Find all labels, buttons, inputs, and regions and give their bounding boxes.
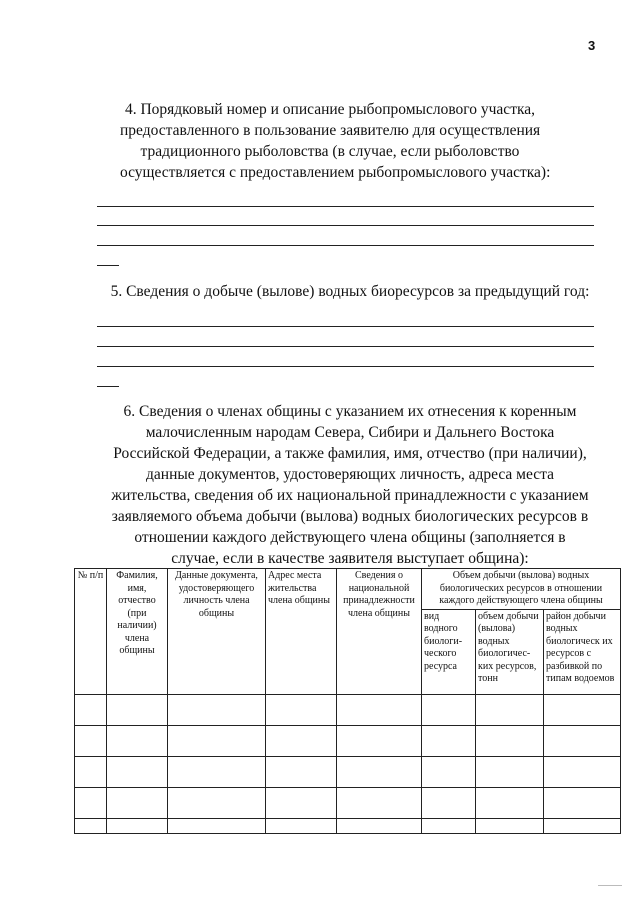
- table-row: [75, 694, 621, 725]
- table-cell[interactable]: [168, 756, 266, 787]
- section-4-line: традиционного рыболовства (в случае, если рыболовство: [140, 143, 520, 160]
- table-cell[interactable]: [168, 787, 266, 818]
- fill-line[interactable]: [97, 225, 594, 226]
- table-cell[interactable]: [168, 818, 266, 833]
- table-cell[interactable]: [107, 694, 168, 725]
- table-cell[interactable]: [337, 725, 422, 756]
- scan-mark: [598, 885, 622, 886]
- table-cell[interactable]: [337, 818, 422, 833]
- fill-line[interactable]: [97, 206, 594, 207]
- section-4-heading: [120, 99, 551, 183]
- table-cell[interactable]: [75, 694, 107, 725]
- table-cell[interactable]: [266, 725, 337, 756]
- table-cell[interactable]: [75, 787, 107, 818]
- table-cell[interactable]: [476, 756, 544, 787]
- table-cell[interactable]: [422, 725, 476, 756]
- table-cell[interactable]: [168, 694, 266, 725]
- table-cell[interactable]: [107, 787, 168, 818]
- table-cell[interactable]: [75, 818, 107, 833]
- table-cell[interactable]: [337, 756, 422, 787]
- table-cell[interactable]: [544, 694, 621, 725]
- table-row: [75, 787, 621, 818]
- fill-line[interactable]: [97, 386, 119, 387]
- table-cell[interactable]: [266, 694, 337, 725]
- fill-line[interactable]: [97, 326, 594, 327]
- table-cell[interactable]: [266, 818, 337, 833]
- header-full-name: Фамилия, имя, отчество (при наличии) члена общины: [107, 569, 168, 695]
- table-cell[interactable]: [476, 818, 544, 833]
- header-catch-volume-group: Объем добычи (вылова) водных биологических ресурсов в отношении каждого действующего члена общины: [422, 569, 621, 610]
- header-species: вид водного биологи- ческого ресурса: [422, 609, 476, 694]
- table-cell[interactable]: [476, 725, 544, 756]
- header-identity-document: Данные документа, удостоверяющего личность члена общины: [168, 569, 266, 695]
- section-6-line: Российской Федерации, а также фамилия, имя, отчество (при наличии),: [113, 445, 587, 462]
- members-table: [74, 568, 621, 834]
- table-cell[interactable]: [476, 787, 544, 818]
- section-4-line: предоставленного в пользование заявителю для осуществления: [120, 122, 541, 139]
- table-cell[interactable]: [544, 818, 621, 833]
- fill-line[interactable]: [97, 265, 119, 266]
- section-6-line: данные документов, удостоверяющих личность, адреса места: [146, 466, 554, 483]
- table-row: [75, 725, 621, 756]
- fill-line[interactable]: [97, 245, 594, 246]
- section-6-line: малочисленным народам Севера, Сибири и Дальнего Востока: [145, 424, 555, 441]
- table-cell[interactable]: [422, 756, 476, 787]
- table-cell[interactable]: [107, 818, 168, 833]
- section-5-line: 5. Сведения о добыче (вылове) водных биоресурсов за предыдущий год:: [110, 283, 590, 300]
- table-cell[interactable]: [544, 756, 621, 787]
- header-number: № п/п: [75, 569, 107, 695]
- section-6-line: 6. Сведения о членах общины с указанием их отнесения к коренным: [123, 403, 577, 420]
- table-cell[interactable]: [422, 694, 476, 725]
- section-6-line: случае, если в качестве заявителя выступает община):: [171, 550, 529, 567]
- section-6-line: заявляемого объема добычи (вылова) водных биологических ресурсов в: [111, 508, 589, 525]
- section-4-line: 4. Порядковый номер и описание рыбопромыслового участка,: [124, 101, 536, 118]
- table-cell[interactable]: [544, 725, 621, 756]
- header-catch-area: район добычи водных биологическ их ресурсов с разбивкой по типам водоемов: [544, 609, 621, 694]
- table-cell[interactable]: [476, 694, 544, 725]
- header-volume-tons: объем добычи (вылова) водных биологичес- ких ресурсов, тонн: [476, 609, 544, 694]
- table-cell[interactable]: [75, 725, 107, 756]
- table-row: [75, 818, 621, 833]
- table-cell[interactable]: [266, 787, 337, 818]
- section-6-line: жительства, сведения об их национальной принадлежности с указанием: [111, 487, 589, 504]
- fill-line[interactable]: [97, 366, 594, 367]
- section-4-line: осуществляется с предоставлением рыбопромыслового участка):: [120, 164, 551, 181]
- table-row: [75, 756, 621, 787]
- table-cell[interactable]: [422, 787, 476, 818]
- page-number: 3: [588, 38, 596, 53]
- section-6-heading: [100, 401, 600, 569]
- members-table-container: [74, 568, 620, 834]
- fill-line[interactable]: [97, 346, 594, 347]
- header-address: Адрес места жительства члена общины: [266, 569, 337, 695]
- table-cell[interactable]: [168, 725, 266, 756]
- table-cell[interactable]: [266, 756, 337, 787]
- section-5-heading: [100, 281, 600, 302]
- table-cell[interactable]: [107, 725, 168, 756]
- section-6-line: отношении каждого действующего члена общины (заполняется в: [134, 529, 566, 546]
- table-cell[interactable]: [337, 787, 422, 818]
- table-body: [75, 694, 621, 833]
- table-cell[interactable]: [107, 756, 168, 787]
- table-cell[interactable]: [337, 694, 422, 725]
- header-nationality: Сведения о национальной принадлежности члена общины: [337, 569, 422, 695]
- table-cell[interactable]: [544, 787, 621, 818]
- table-cell[interactable]: [422, 818, 476, 833]
- table-cell[interactable]: [75, 756, 107, 787]
